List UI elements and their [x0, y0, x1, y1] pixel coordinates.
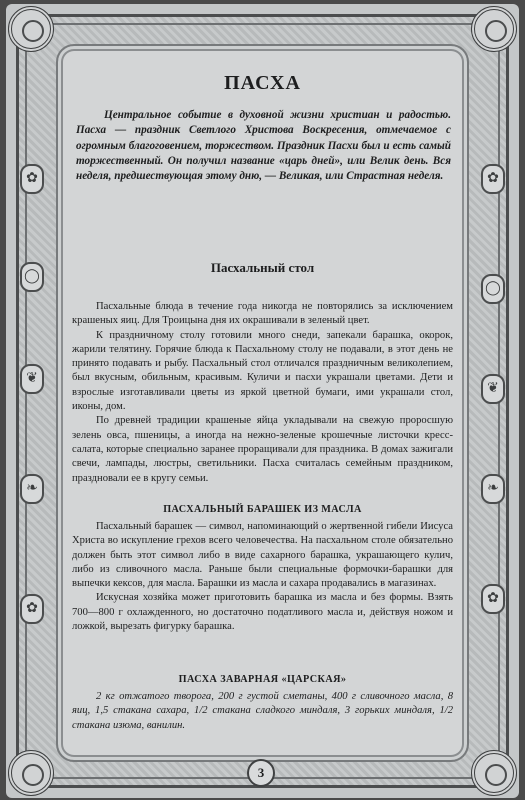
subsection-body: [72, 520, 453, 634]
flower-icon: ✿: [20, 164, 44, 194]
egg-icon: ◯: [481, 274, 505, 304]
paragraph: По древней традиции крашеные яйца укладывали на свежую проросшую зелень овса, пшеницы, а иногда на нежно-зеленые крошечные листочки кресс-салата, которые специально заранее проращивали для праздника. В домах зажигали свечи, лампады, люстры, светильники. Пасха считалась семейным праздником, праздновали ее в кругу семьи.: [72, 415, 453, 484]
sprig-icon: ❧: [481, 474, 505, 504]
section-body: [72, 300, 453, 486]
corner-ornament-icon: [8, 750, 54, 796]
subsection-heading: ПАСХАЛЬНЫЙ БАРАШЕК ИЗ МАСЛА: [163, 504, 362, 515]
paragraph: Пасхальный барашек — символ, напоминающий о жертвенной гибели Иисуса Христа во искупление грехов всего человечества. На пасхальном столе обязательно должен быть этот символ либо в виде сахарного барашка, украшающего кулич, либо из сливочного масла. Раньше были специальные формочки-барашки для выпечки кексов, для масла. Барашки из масла и сахара продавались в магазинах.: [72, 521, 453, 590]
sprig-icon: ❧: [20, 474, 44, 504]
flower-icon: ✿: [481, 584, 505, 614]
flower-icon: ✿: [20, 594, 44, 624]
egg-icon: ◯: [20, 262, 44, 292]
leaf-icon: ❦: [20, 364, 44, 394]
corner-ornament-icon: [471, 6, 517, 52]
corner-ornament-icon: [471, 750, 517, 796]
leaf-icon: ❦: [481, 374, 505, 404]
paragraph: Искусная хозяйка может приготовить барашка из масла и без формы. Взять 700—800 г охлажденного, но достаточно податливого масла и, действуя ножом и ложкой, вырезать фигурку барашка.: [72, 592, 453, 633]
page-title: ПАСХА: [224, 72, 301, 94]
book-page: [6, 4, 519, 798]
paragraph: 2 кг отжатого творога, 200 г густой сметаны, 400 г сливочного масла, 8 яиц, 1,5 стакана сахара, 1/2 стакана сладкого миндаля, 3 горьких миндаля, 1/2 стакана изюма, ванилин.: [72, 691, 453, 731]
flower-icon: ✿: [481, 164, 505, 194]
paragraph: Пасхальные блюда в течение года никогда не повторялись за исключением крашеных яиц. Для Троицына дня их окрашивали в зеленый цвет.: [72, 301, 453, 327]
section-heading: Пасхальный стол: [210, 260, 315, 275]
recipe-ingredients: [72, 690, 453, 733]
paragraph: К праздничному столу готовили много снеди, запекали барашка, окорок, жарили телятину. Горячие блюда к Пасхальному столу не подавали, в этот день не принято подавать и рыбу. Пасхальный стол отличался праздничным великолепием, был вкусным, обильным, красивым. Куличи и пасхи украшали цветами. Дети и взрослые изготавливали цветы из яркой цветной бумаги, ими украшали стол, иконы, дом.: [72, 329, 453, 413]
corner-ornament-icon: [8, 6, 54, 52]
page-number: 3: [247, 759, 275, 787]
text-panel: [56, 44, 469, 762]
intro-paragraph: Центральное событие в духовной жизни христиан и радостью. Пасха — праздник Светлого Христова Воскресения, отмечаемое с огромным благоговением, торжеством. Праздник Пасхи был и есть самый торжественный. Он получил название «царь дней», или Велик день. Вся неделя, предшествующая этому дню, — Великая, или Страстная неделя.: [76, 109, 451, 183]
recipe-heading: ПАСХА ЗАВАРНАЯ «ЦАРСКАЯ»: [178, 674, 347, 685]
